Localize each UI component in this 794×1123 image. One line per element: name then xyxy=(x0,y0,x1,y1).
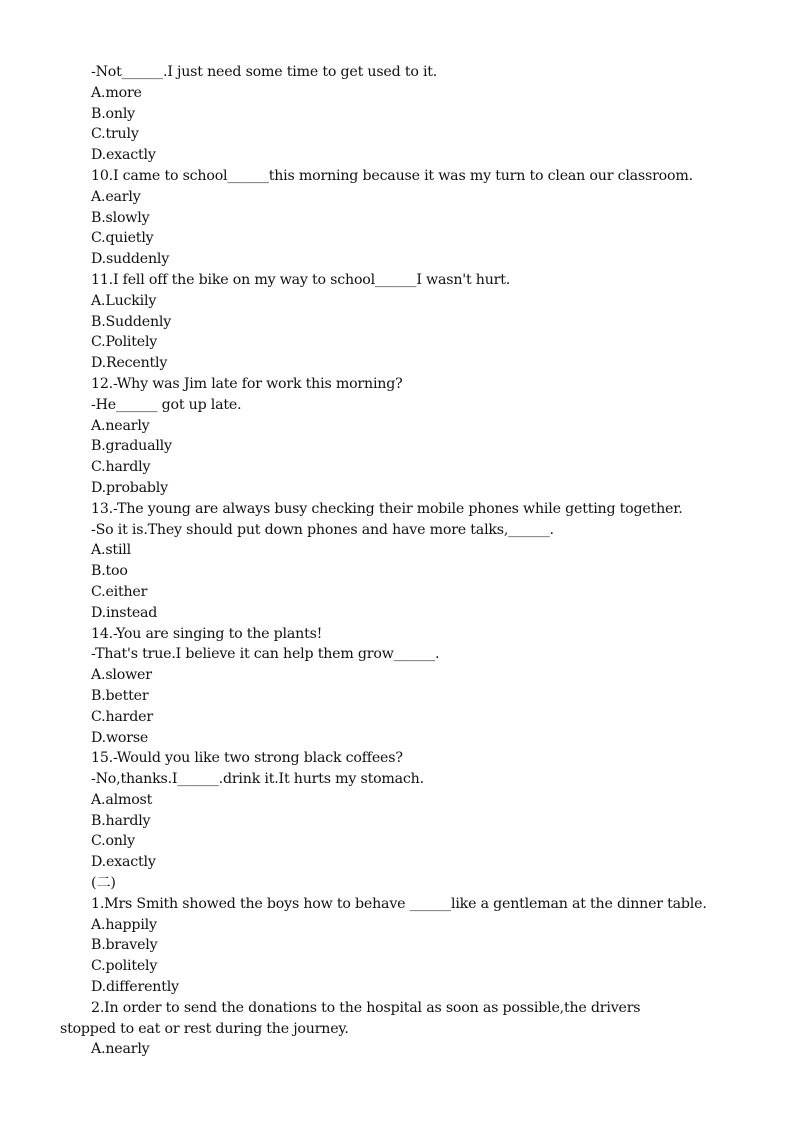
question-list xyxy=(0,62,794,1060)
option-line: A.nearly xyxy=(91,1041,150,1058)
option-line: B.too xyxy=(91,563,128,580)
option-line: D.exactly xyxy=(91,147,156,164)
option-line: D.instead xyxy=(91,604,158,621)
option-line: B.hardly xyxy=(91,812,151,829)
option-line: C.quietly xyxy=(91,230,154,247)
option-line: D.suddenly xyxy=(91,251,170,268)
option-line: B.only xyxy=(91,105,135,122)
option-line: B.bravely xyxy=(91,937,158,954)
question-line: 2.In order to send the donations to the hospital as soon as possible,the drivers xyxy=(91,999,641,1016)
question-line: 15.-Would you like two strong black coffees? xyxy=(91,750,403,767)
option-line: C.harder xyxy=(91,708,153,725)
text-line: -So it is.They should put down phones and have more talks,______. xyxy=(91,521,554,538)
option-line: A.nearly xyxy=(91,417,150,434)
section-heading: (二) xyxy=(91,875,116,892)
question-line: 10.I came to school______this morning because it was my turn to clean our classroom. xyxy=(91,167,693,184)
option-line: C.truly xyxy=(91,126,139,143)
option-line: A.early xyxy=(91,188,141,205)
question-line: 12.-Why was Jim late for work this morning? xyxy=(91,375,403,392)
text-line: -He______ got up late. xyxy=(91,396,242,413)
option-line: A.still xyxy=(91,542,131,559)
option-line: C.politely xyxy=(91,958,158,975)
question-line: 11.I fell off the bike on my way to school______I wasn't hurt. xyxy=(91,271,511,288)
text-line: -That's true.I believe it can help them grow______. xyxy=(91,646,440,663)
option-line: B.better xyxy=(91,687,149,704)
question-line: 13.-The young are always busy checking their mobile phones while getting together. xyxy=(91,500,683,517)
question-line: 14.-You are singing to the plants! xyxy=(91,625,323,642)
option-line: A.Luckily xyxy=(91,292,157,309)
option-line: B.Suddenly xyxy=(91,313,172,330)
option-line: C.only xyxy=(91,833,135,850)
option-line: D.exactly xyxy=(91,854,156,871)
text-line: -Not______.I just need some time to get used to it. xyxy=(91,64,438,80)
option-line: D.Recently xyxy=(91,355,168,372)
option-line: A.slower xyxy=(91,667,152,684)
question-line: 1.Mrs Smith showed the boys how to behave ______like a gentleman at the dinner table. xyxy=(91,895,707,912)
option-line: C.either xyxy=(91,583,148,600)
question-continuation: stopped to eat or rest during the journey. xyxy=(60,1020,349,1037)
option-line: C.Politely xyxy=(91,334,158,351)
text-line: -No,thanks.I______.drink it.It hurts my stomach. xyxy=(91,771,424,788)
option-line: A.almost xyxy=(91,791,153,808)
option-line: D.probably xyxy=(91,479,168,496)
option-line: A.happily xyxy=(91,916,157,933)
option-line: D.differently xyxy=(91,979,179,996)
option-line: B.slowly xyxy=(91,209,150,226)
option-line: C.hardly xyxy=(91,459,151,476)
option-line: B.gradually xyxy=(91,438,172,455)
option-line: D.worse xyxy=(91,729,149,746)
option-line: A.more xyxy=(91,84,142,101)
